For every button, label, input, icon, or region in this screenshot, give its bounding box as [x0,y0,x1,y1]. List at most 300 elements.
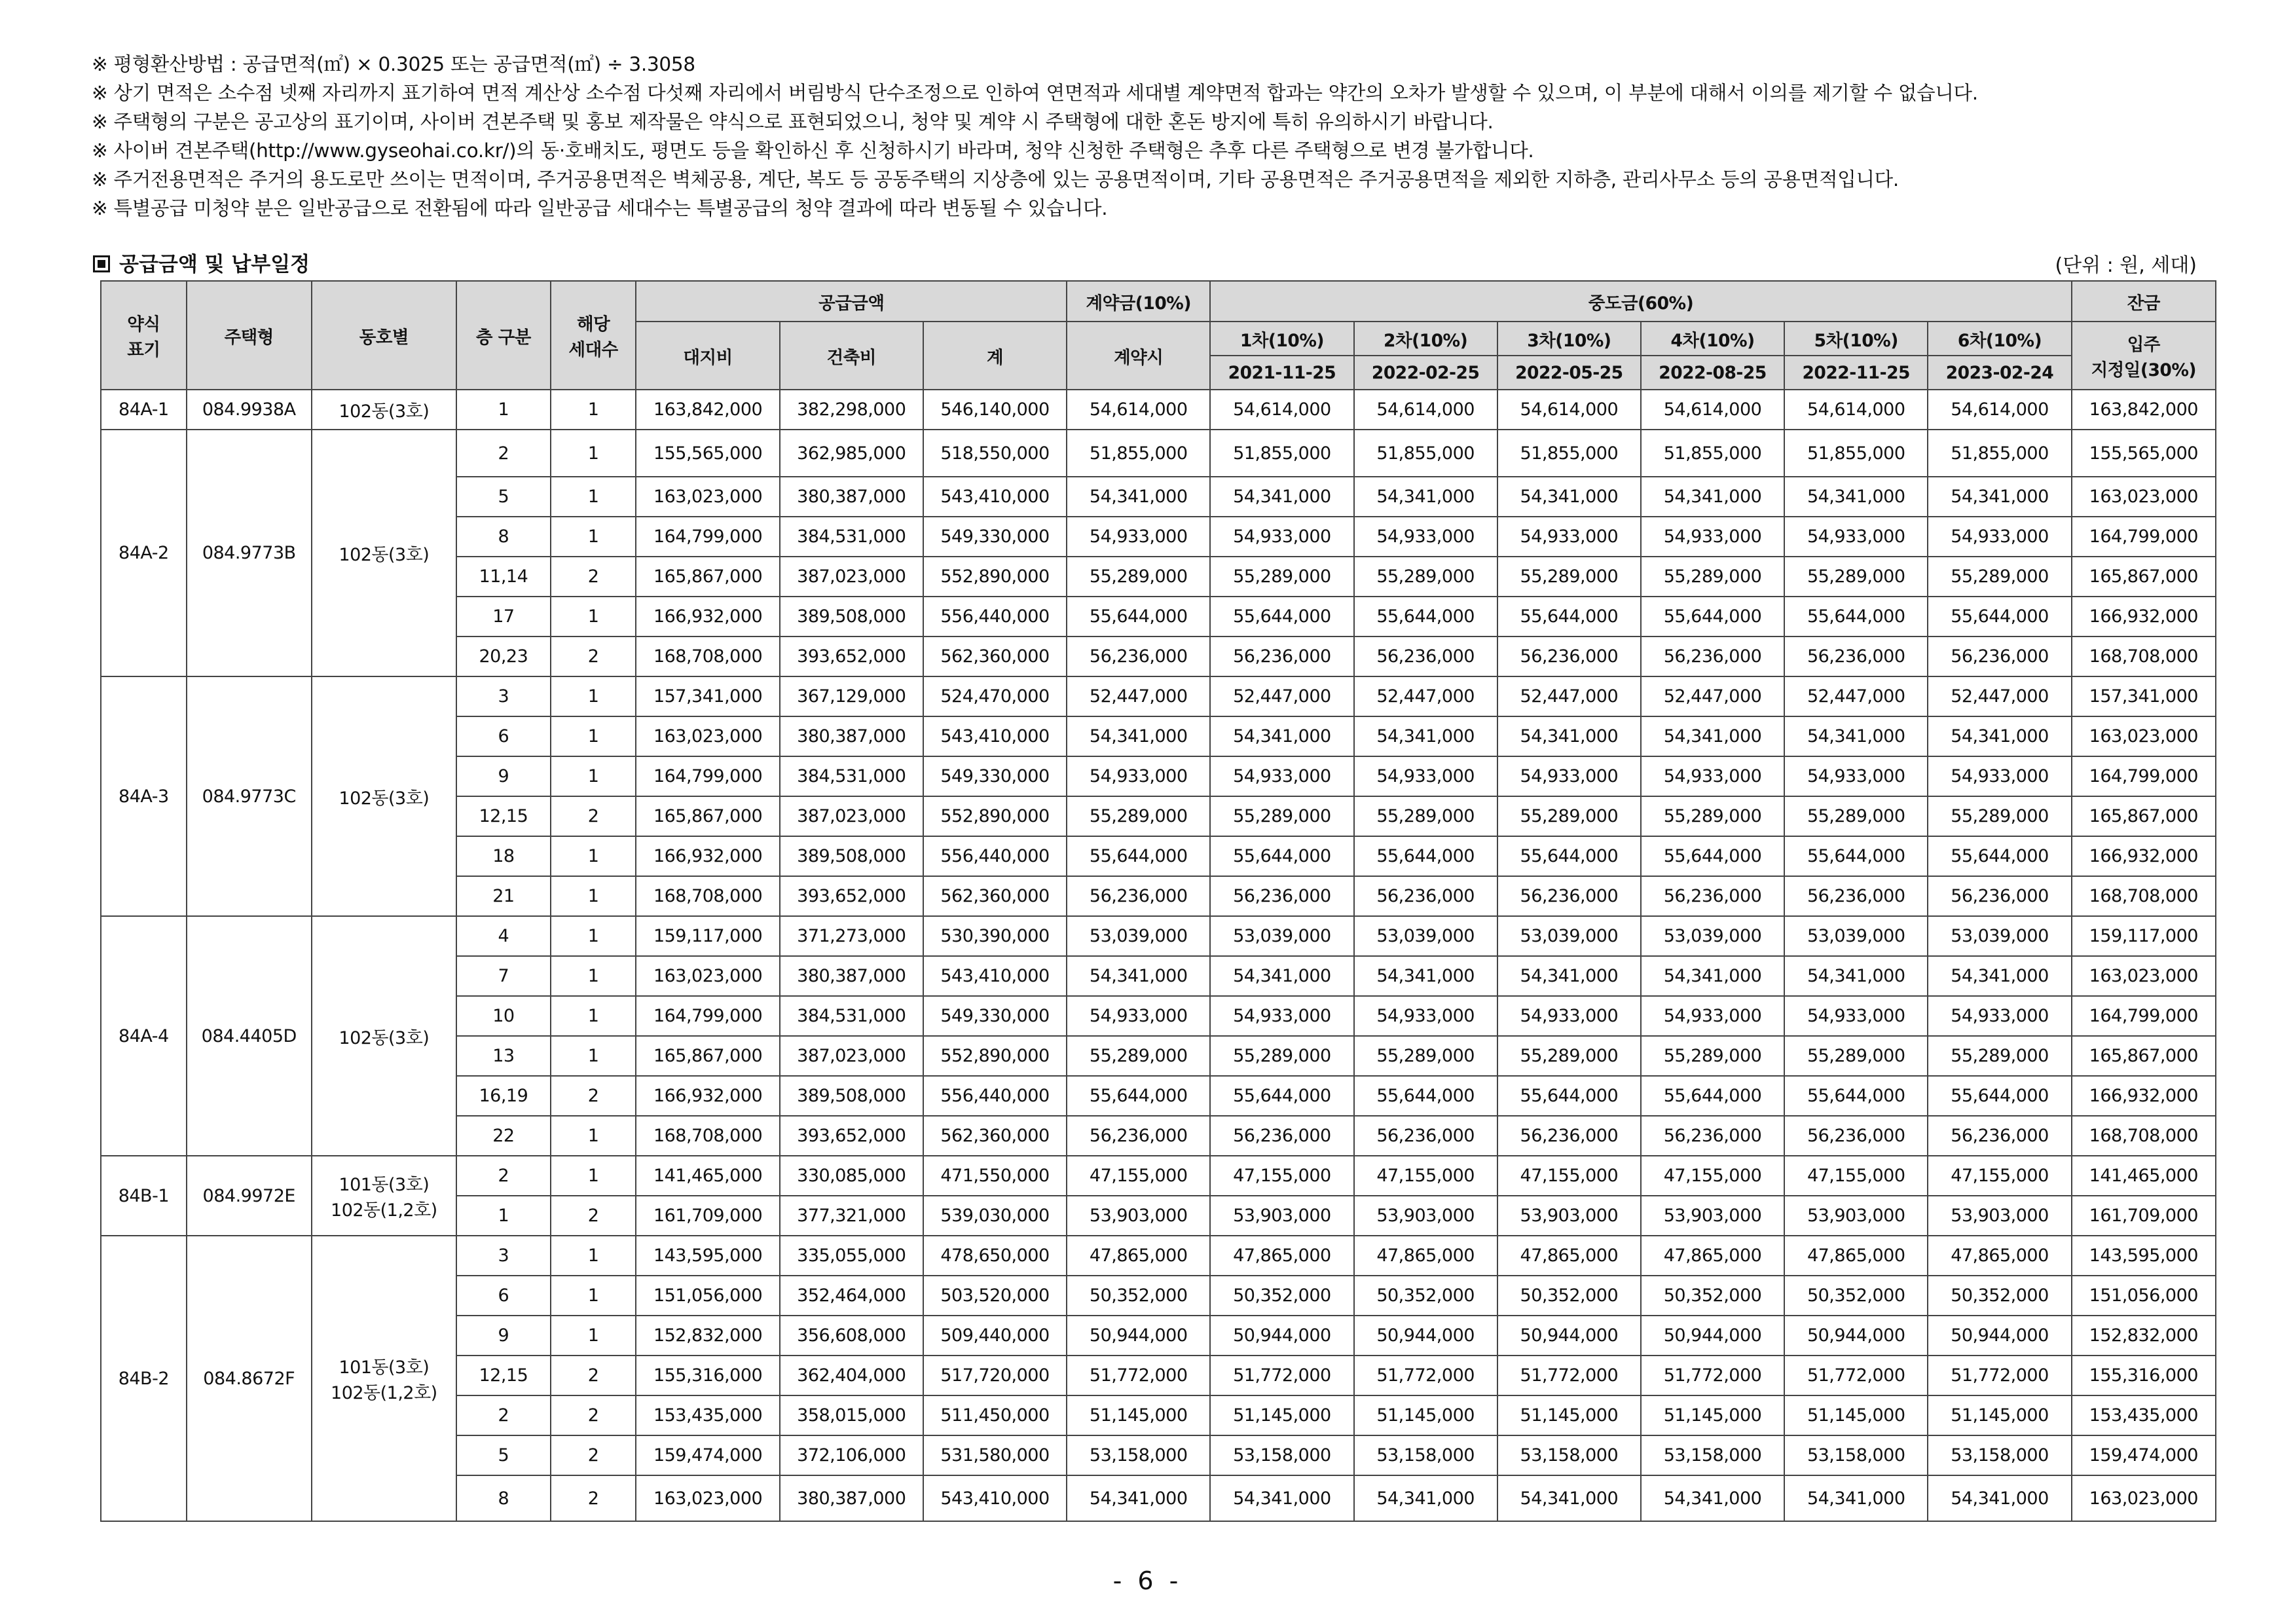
cell-m2: 47,155,000 [1354,1156,1497,1196]
cell-m3: 53,039,000 [1497,916,1641,956]
cell-m3: 54,933,000 [1497,756,1641,796]
cell-m5: 55,644,000 [1784,836,1928,876]
cell-m1: 51,772,000 [1210,1356,1353,1395]
cell-total: 543,410,000 [923,1475,1067,1521]
cell-m4: 51,855,000 [1641,430,1784,477]
section-title [93,248,310,277]
cell-units: 2 [551,1435,636,1475]
cell-m4: 54,341,000 [1641,956,1784,996]
cell-m5: 54,341,000 [1784,956,1928,996]
header-units-line1: 해당 [577,314,610,335]
cell-m5: 55,644,000 [1784,1076,1928,1116]
cell-units: 1 [551,597,636,637]
cell-m6: 56,236,000 [1928,876,2071,916]
cell-m5: 54,341,000 [1784,716,1928,756]
cell-building [312,916,456,1156]
cell-m4: 56,236,000 [1641,1116,1784,1156]
cell-building-cost: 389,508,000 [780,1076,923,1116]
cell-total: 556,440,000 [923,836,1067,876]
cell-m6: 55,644,000 [1928,597,2071,637]
header-abbr-line2: 표기 [127,340,160,360]
cell-balance: 151,056,000 [2072,1276,2216,1316]
cell-building-cost: 384,531,000 [780,996,923,1036]
cell-m6: 54,341,000 [1928,1475,2071,1521]
cell-m5: 50,352,000 [1784,1276,1928,1316]
cell-m6: 47,865,000 [1928,1236,2071,1276]
cell-m4: 55,644,000 [1641,836,1784,876]
cell-units: 1 [551,390,636,430]
cell-deposit: 50,352,000 [1067,1276,1210,1316]
header-d2: 2022-02-25 [1354,356,1497,390]
cell-m1: 51,145,000 [1210,1395,1353,1435]
page-number: - 6 - [1112,1566,1183,1595]
cell-deposit: 51,772,000 [1067,1356,1210,1395]
cell-building-cost: 367,129,000 [780,676,923,716]
cell-units: 2 [551,1475,636,1521]
cell-m6: 55,289,000 [1928,1036,2071,1076]
cell-m4: 54,933,000 [1641,996,1784,1036]
cell-building-cost: 380,387,000 [780,956,923,996]
cell-total: 503,520,000 [923,1276,1067,1316]
cell-m6: 54,933,000 [1928,517,2071,557]
cell-floor: 13 [456,1036,551,1076]
section-title-text: 공급금액 및 납부일정 [119,253,310,276]
cell-m1: 54,341,000 [1210,716,1353,756]
cell-total: 509,440,000 [923,1316,1067,1356]
cell-units: 1 [551,517,636,557]
cell-deposit: 56,236,000 [1067,637,1210,676]
cell-m5: 54,614,000 [1784,390,1928,430]
cell-m4: 56,236,000 [1641,637,1784,676]
cell-deposit: 54,341,000 [1067,956,1210,996]
header-balance-sub-line2: 지정일(30%) [2091,360,2197,380]
cell-m5: 56,236,000 [1784,637,1928,676]
cell-m1: 53,039,000 [1210,916,1353,956]
cell-balance: 166,932,000 [2072,836,2216,876]
cell-building-cost: 387,023,000 [780,557,923,597]
cell-floor: 9 [456,1316,551,1356]
cell-units: 1 [551,676,636,716]
cell-floor: 2 [456,430,551,477]
cell-deposit: 52,447,000 [1067,676,1210,716]
cell-building-cost: 362,985,000 [780,430,923,477]
cell-m4: 55,644,000 [1641,597,1784,637]
cell-m2: 54,614,000 [1354,390,1497,430]
cell-balance: 153,435,000 [2072,1395,2216,1435]
cell-m3: 47,155,000 [1497,1156,1641,1196]
cell-m3: 54,341,000 [1497,716,1641,756]
cell-m2: 55,644,000 [1354,836,1497,876]
cell-deposit: 55,644,000 [1067,836,1210,876]
cell-building-line: 102동(3호) [339,1027,430,1048]
cell-floor: 21 [456,876,551,916]
cell-balance: 166,932,000 [2072,597,2216,637]
cell-m2: 50,944,000 [1354,1316,1497,1356]
table-row [101,1236,2216,1276]
cell-m1: 53,158,000 [1210,1435,1353,1475]
cell-m3: 52,447,000 [1497,676,1641,716]
cell-m5: 54,933,000 [1784,996,1928,1036]
cell-units: 1 [551,876,636,916]
cell-m1: 47,155,000 [1210,1156,1353,1196]
cell-m1: 54,341,000 [1210,1475,1353,1521]
cell-m3: 53,158,000 [1497,1435,1641,1475]
cell-m2: 54,341,000 [1354,477,1497,517]
cell-land: 159,117,000 [636,916,779,956]
cell-building [312,676,456,916]
cell-building-cost: 358,015,000 [780,1395,923,1435]
header-deposit: 계약금(10%) [1067,281,1210,322]
cell-total: 471,550,000 [923,1156,1067,1196]
cell-balance: 143,595,000 [2072,1236,2216,1276]
cell-m3: 51,772,000 [1497,1356,1641,1395]
cell-m3: 51,855,000 [1497,430,1641,477]
cell-units: 1 [551,477,636,517]
cell-m2: 55,644,000 [1354,597,1497,637]
cell-m1: 56,236,000 [1210,876,1353,916]
cell-m1: 54,614,000 [1210,390,1353,430]
cell-m3: 55,289,000 [1497,557,1641,597]
cell-m3: 50,944,000 [1497,1316,1641,1356]
cell-m3: 50,352,000 [1497,1276,1641,1316]
cell-land: 163,842,000 [636,390,779,430]
cell-m2: 54,933,000 [1354,517,1497,557]
cell-m6: 51,772,000 [1928,1356,2071,1395]
cell-deposit: 47,865,000 [1067,1236,1210,1276]
cell-m5: 56,236,000 [1784,876,1928,916]
cell-deposit: 53,158,000 [1067,1435,1210,1475]
header-units-line2: 세대수 [568,340,618,360]
cell-m4: 50,944,000 [1641,1316,1784,1356]
cell-m5: 47,865,000 [1784,1236,1928,1276]
cell-balance: 165,867,000 [2072,1036,2216,1076]
cell-total: 531,580,000 [923,1435,1067,1475]
cell-land: 166,932,000 [636,1076,779,1116]
cell-building [312,430,456,676]
cell-type: 084.9938A [187,390,312,430]
cell-land: 168,708,000 [636,876,779,916]
cell-floor: 11,14 [456,557,551,597]
cell-deposit: 55,289,000 [1067,557,1210,597]
cell-total: 549,330,000 [923,756,1067,796]
cell-m5: 55,289,000 [1784,796,1928,836]
cell-m5: 54,341,000 [1784,1475,1928,1521]
cell-total: 543,410,000 [923,956,1067,996]
header-m4: 4차(10%) [1641,322,1784,356]
cell-type: 084.9773C [187,676,312,916]
cell-building-cost: 384,531,000 [780,517,923,557]
cell-units: 1 [551,916,636,956]
cell-m2: 53,039,000 [1354,916,1497,956]
cell-deposit: 55,644,000 [1067,597,1210,637]
cell-floor: 20,23 [456,637,551,676]
cell-floor: 5 [456,1435,551,1475]
cell-floor: 6 [456,716,551,756]
note-line: ※ 상기 면적은 소수점 넷째 자리까지 표기하여 면적 계산상 소수점 다섯째 자리에서 버림방식 단수조정으로 인하여 연면적과 세대별 계약면적 합과는 약간의 오차가 발생할 수 있으며, 이 부분에 대해서 이의를 제기할 수 없습니다. [92,82,1978,104]
cell-floor: 8 [456,1475,551,1521]
cell-m2: 54,341,000 [1354,956,1497,996]
cell-m1: 54,933,000 [1210,756,1353,796]
cell-land: 163,023,000 [636,956,779,996]
cell-m5: 51,855,000 [1784,430,1928,477]
header-building: 동호별 [312,281,456,390]
cell-m2: 56,236,000 [1354,876,1497,916]
cell-total: 552,890,000 [923,1036,1067,1076]
cell-building-cost: 372,106,000 [780,1435,923,1475]
header-d4: 2022-08-25 [1641,356,1784,390]
cell-m4: 54,341,000 [1641,716,1784,756]
cell-land: 164,799,000 [636,996,779,1036]
cell-deposit: 54,933,000 [1067,517,1210,557]
cell-units: 1 [551,1116,636,1156]
cell-total: 543,410,000 [923,477,1067,517]
cell-units: 1 [551,956,636,996]
cell-m6: 55,644,000 [1928,1076,2071,1116]
cell-building-cost: 371,273,000 [780,916,923,956]
cell-balance: 141,465,000 [2072,1156,2216,1196]
cell-m3: 51,145,000 [1497,1395,1641,1435]
cell-balance: 161,709,000 [2072,1196,2216,1236]
cell-floor: 7 [456,956,551,996]
cell-m1: 50,352,000 [1210,1276,1353,1316]
cell-floor: 12,15 [456,796,551,836]
cell-m3: 55,644,000 [1497,1076,1641,1116]
cell-building-cost: 356,608,000 [780,1316,923,1356]
cell-deposit: 55,289,000 [1067,1036,1210,1076]
cell-units: 1 [551,716,636,756]
header-d6: 2023-02-24 [1928,356,2071,390]
cell-building-cost: 387,023,000 [780,1036,923,1076]
cell-building-line: 101동(3호) [339,1175,430,1195]
cell-abbr: 84B-1 [101,1156,187,1236]
cell-m1: 50,944,000 [1210,1316,1353,1356]
cell-m4: 54,341,000 [1641,477,1784,517]
cell-m6: 54,933,000 [1928,996,2071,1036]
cell-land: 164,799,000 [636,517,779,557]
cell-total: 524,470,000 [923,676,1067,716]
cell-floor: 22 [456,1116,551,1156]
cell-balance: 163,023,000 [2072,1475,2216,1521]
cell-m4: 52,447,000 [1641,676,1784,716]
header-m6: 6차(10%) [1928,322,2071,356]
cell-m6: 55,289,000 [1928,796,2071,836]
cell-building-cost: 377,321,000 [780,1196,923,1236]
cell-balance: 166,932,000 [2072,1076,2216,1116]
cell-total: 518,550,000 [923,430,1067,477]
cell-floor: 12,15 [456,1356,551,1395]
cell-land: 164,799,000 [636,756,779,796]
cell-m5: 54,933,000 [1784,517,1928,557]
cell-abbr: 84B-2 [101,1236,187,1521]
cell-abbr: 84A-1 [101,390,187,430]
cell-balance: 164,799,000 [2072,517,2216,557]
cell-balance: 163,023,000 [2072,956,2216,996]
cell-m1: 51,855,000 [1210,430,1353,477]
cell-m6: 54,614,000 [1928,390,2071,430]
cell-type: 084.9773B [187,430,312,676]
header-building-cost: 건축비 [780,322,923,390]
header-balance: 잔금 [2072,281,2216,322]
cell-land: 166,932,000 [636,597,779,637]
note-line: ※ 사이버 견본주택(http://www.gyseohai.co.kr/)의 동·호배치도, 평면도 등을 확인하신 후 신청하시기 바라며, 청약 신청한 주택형은 추후 다른 주택형으로 변경 불가합니다. [92,139,1534,162]
cell-balance: 155,316,000 [2072,1356,2216,1395]
cell-units: 1 [551,756,636,796]
note-line: ※ 평형환산방법 : 공급면적(㎡) × 0.3025 또는 공급면적(㎡) ÷ 3.3058 [92,53,695,75]
cell-units: 2 [551,1076,636,1116]
cell-building-cost: 389,508,000 [780,836,923,876]
cell-land: 152,832,000 [636,1316,779,1356]
cell-deposit: 56,236,000 [1067,876,1210,916]
cell-units: 2 [551,1395,636,1435]
cell-m3: 53,903,000 [1497,1196,1641,1236]
cell-m3: 56,236,000 [1497,637,1641,676]
cell-m6: 56,236,000 [1928,637,2071,676]
table-row [101,430,2216,477]
cell-m6: 56,236,000 [1928,1116,2071,1156]
cell-land: 163,023,000 [636,716,779,756]
cell-land: 163,023,000 [636,1475,779,1521]
cell-m5: 53,903,000 [1784,1196,1928,1236]
cell-abbr: 84A-2 [101,430,187,676]
cell-m4: 55,289,000 [1641,796,1784,836]
cell-total: 530,390,000 [923,916,1067,956]
cell-balance: 165,867,000 [2072,557,2216,597]
cell-m1: 54,341,000 [1210,956,1353,996]
cell-building-cost: 330,085,000 [780,1156,923,1196]
cell-m5: 47,155,000 [1784,1156,1928,1196]
cell-m6: 53,039,000 [1928,916,2071,956]
cell-m2: 47,865,000 [1354,1236,1497,1276]
cell-total: 517,720,000 [923,1356,1067,1395]
cell-building-cost: 393,652,000 [780,637,923,676]
cell-deposit: 47,155,000 [1067,1156,1210,1196]
cell-m3: 54,341,000 [1497,1475,1641,1521]
cell-m4: 55,644,000 [1641,1076,1784,1116]
cell-m1: 53,903,000 [1210,1196,1353,1236]
cell-deposit: 54,933,000 [1067,756,1210,796]
cell-m2: 55,289,000 [1354,557,1497,597]
cell-floor: 17 [456,597,551,637]
cell-m6: 55,289,000 [1928,557,2071,597]
table-row [101,1156,2216,1196]
cell-balance: 168,708,000 [2072,637,2216,676]
cell-building-cost: 393,652,000 [780,876,923,916]
cell-deposit: 53,903,000 [1067,1196,1210,1236]
cell-m4: 51,772,000 [1641,1356,1784,1395]
cell-total: 552,890,000 [923,557,1067,597]
cell-balance: 152,832,000 [2072,1316,2216,1356]
cell-land: 155,316,000 [636,1356,779,1395]
cell-m5: 55,289,000 [1784,557,1928,597]
header-land: 대지비 [636,322,779,390]
header-balance-sub [2072,322,2216,390]
cell-m4: 53,158,000 [1641,1435,1784,1475]
cell-m1: 54,341,000 [1210,477,1353,517]
cell-m4: 50,352,000 [1641,1276,1784,1316]
cell-building-cost: 384,531,000 [780,756,923,796]
cell-floor: 16,19 [456,1076,551,1116]
header-deposit-sub: 계약시 [1067,322,1210,390]
cell-m4: 55,289,000 [1641,1036,1784,1076]
cell-m3: 56,236,000 [1497,1116,1641,1156]
cell-balance: 163,842,000 [2072,390,2216,430]
cell-m5: 53,158,000 [1784,1435,1928,1475]
cell-balance: 155,565,000 [2072,430,2216,477]
cell-m5: 56,236,000 [1784,1116,1928,1156]
cell-m1: 56,236,000 [1210,637,1353,676]
cell-m2: 50,352,000 [1354,1276,1497,1316]
cell-units: 1 [551,1236,636,1276]
cell-units: 2 [551,1196,636,1236]
cell-m5: 55,644,000 [1784,597,1928,637]
header-m5: 5차(10%) [1784,322,1928,356]
cell-floor: 5 [456,477,551,517]
cell-m4: 54,614,000 [1641,390,1784,430]
cell-land: 165,867,000 [636,1036,779,1076]
note-line: ※ 주거전용면적은 주거의 용도로만 쓰이는 면적이며, 주거공용면적은 벽체공용, 계단, 복도 등 공동주택의 지상층에 있는 공용면적이며, 기타 공용면적은 주거공용면적을 제외한 지하층, 관리사무소 등의 공용면적입니다. [92,168,1899,191]
cell-building [312,1236,456,1521]
cell-deposit: 54,341,000 [1067,716,1210,756]
cell-m6: 52,447,000 [1928,676,2071,716]
cell-units: 1 [551,996,636,1036]
cell-building-line: 102동(1,2호) [331,1200,437,1221]
cell-balance: 159,117,000 [2072,916,2216,956]
cell-m6: 54,341,000 [1928,477,2071,517]
square-bullet-icon [93,255,110,272]
cell-type: 084.4405D [187,916,312,1156]
header-d5: 2022-11-25 [1784,356,1928,390]
cell-deposit: 54,933,000 [1067,996,1210,1036]
cell-building-cost: 387,023,000 [780,796,923,836]
cell-total: 511,450,000 [923,1395,1067,1435]
header-middle: 중도금(60%) [1210,281,2071,322]
cell-m6: 51,855,000 [1928,430,2071,477]
cell-land: 141,465,000 [636,1156,779,1196]
cell-m2: 53,158,000 [1354,1435,1497,1475]
cell-m2: 51,145,000 [1354,1395,1497,1435]
cell-m2: 55,289,000 [1354,796,1497,836]
cell-units: 2 [551,1356,636,1395]
cell-balance: 157,341,000 [2072,676,2216,716]
cell-land: 155,565,000 [636,430,779,477]
cell-total: 543,410,000 [923,716,1067,756]
cell-m4: 53,903,000 [1641,1196,1784,1236]
cell-m3: 55,644,000 [1497,836,1641,876]
cell-land: 161,709,000 [636,1196,779,1236]
cell-land: 165,867,000 [636,796,779,836]
cell-units: 1 [551,1036,636,1076]
cell-building-line: 102동(3호) [339,788,430,809]
cell-m1: 55,644,000 [1210,836,1353,876]
cell-m3: 55,289,000 [1497,796,1641,836]
cell-land: 151,056,000 [636,1276,779,1316]
cell-total: 549,330,000 [923,996,1067,1036]
cell-total: 552,890,000 [923,796,1067,836]
cell-floor: 9 [456,756,551,796]
header-d1: 2021-11-25 [1210,356,1353,390]
cell-m3: 56,236,000 [1497,876,1641,916]
cell-m4: 56,236,000 [1641,876,1784,916]
cell-m4: 55,289,000 [1641,557,1784,597]
cell-total: 549,330,000 [923,517,1067,557]
cell-m2: 53,903,000 [1354,1196,1497,1236]
cell-m2: 51,855,000 [1354,430,1497,477]
cell-floor: 10 [456,996,551,1036]
cell-units: 1 [551,1276,636,1316]
notes-block [92,50,2213,223]
cell-floor: 18 [456,836,551,876]
cell-m4: 53,039,000 [1641,916,1784,956]
